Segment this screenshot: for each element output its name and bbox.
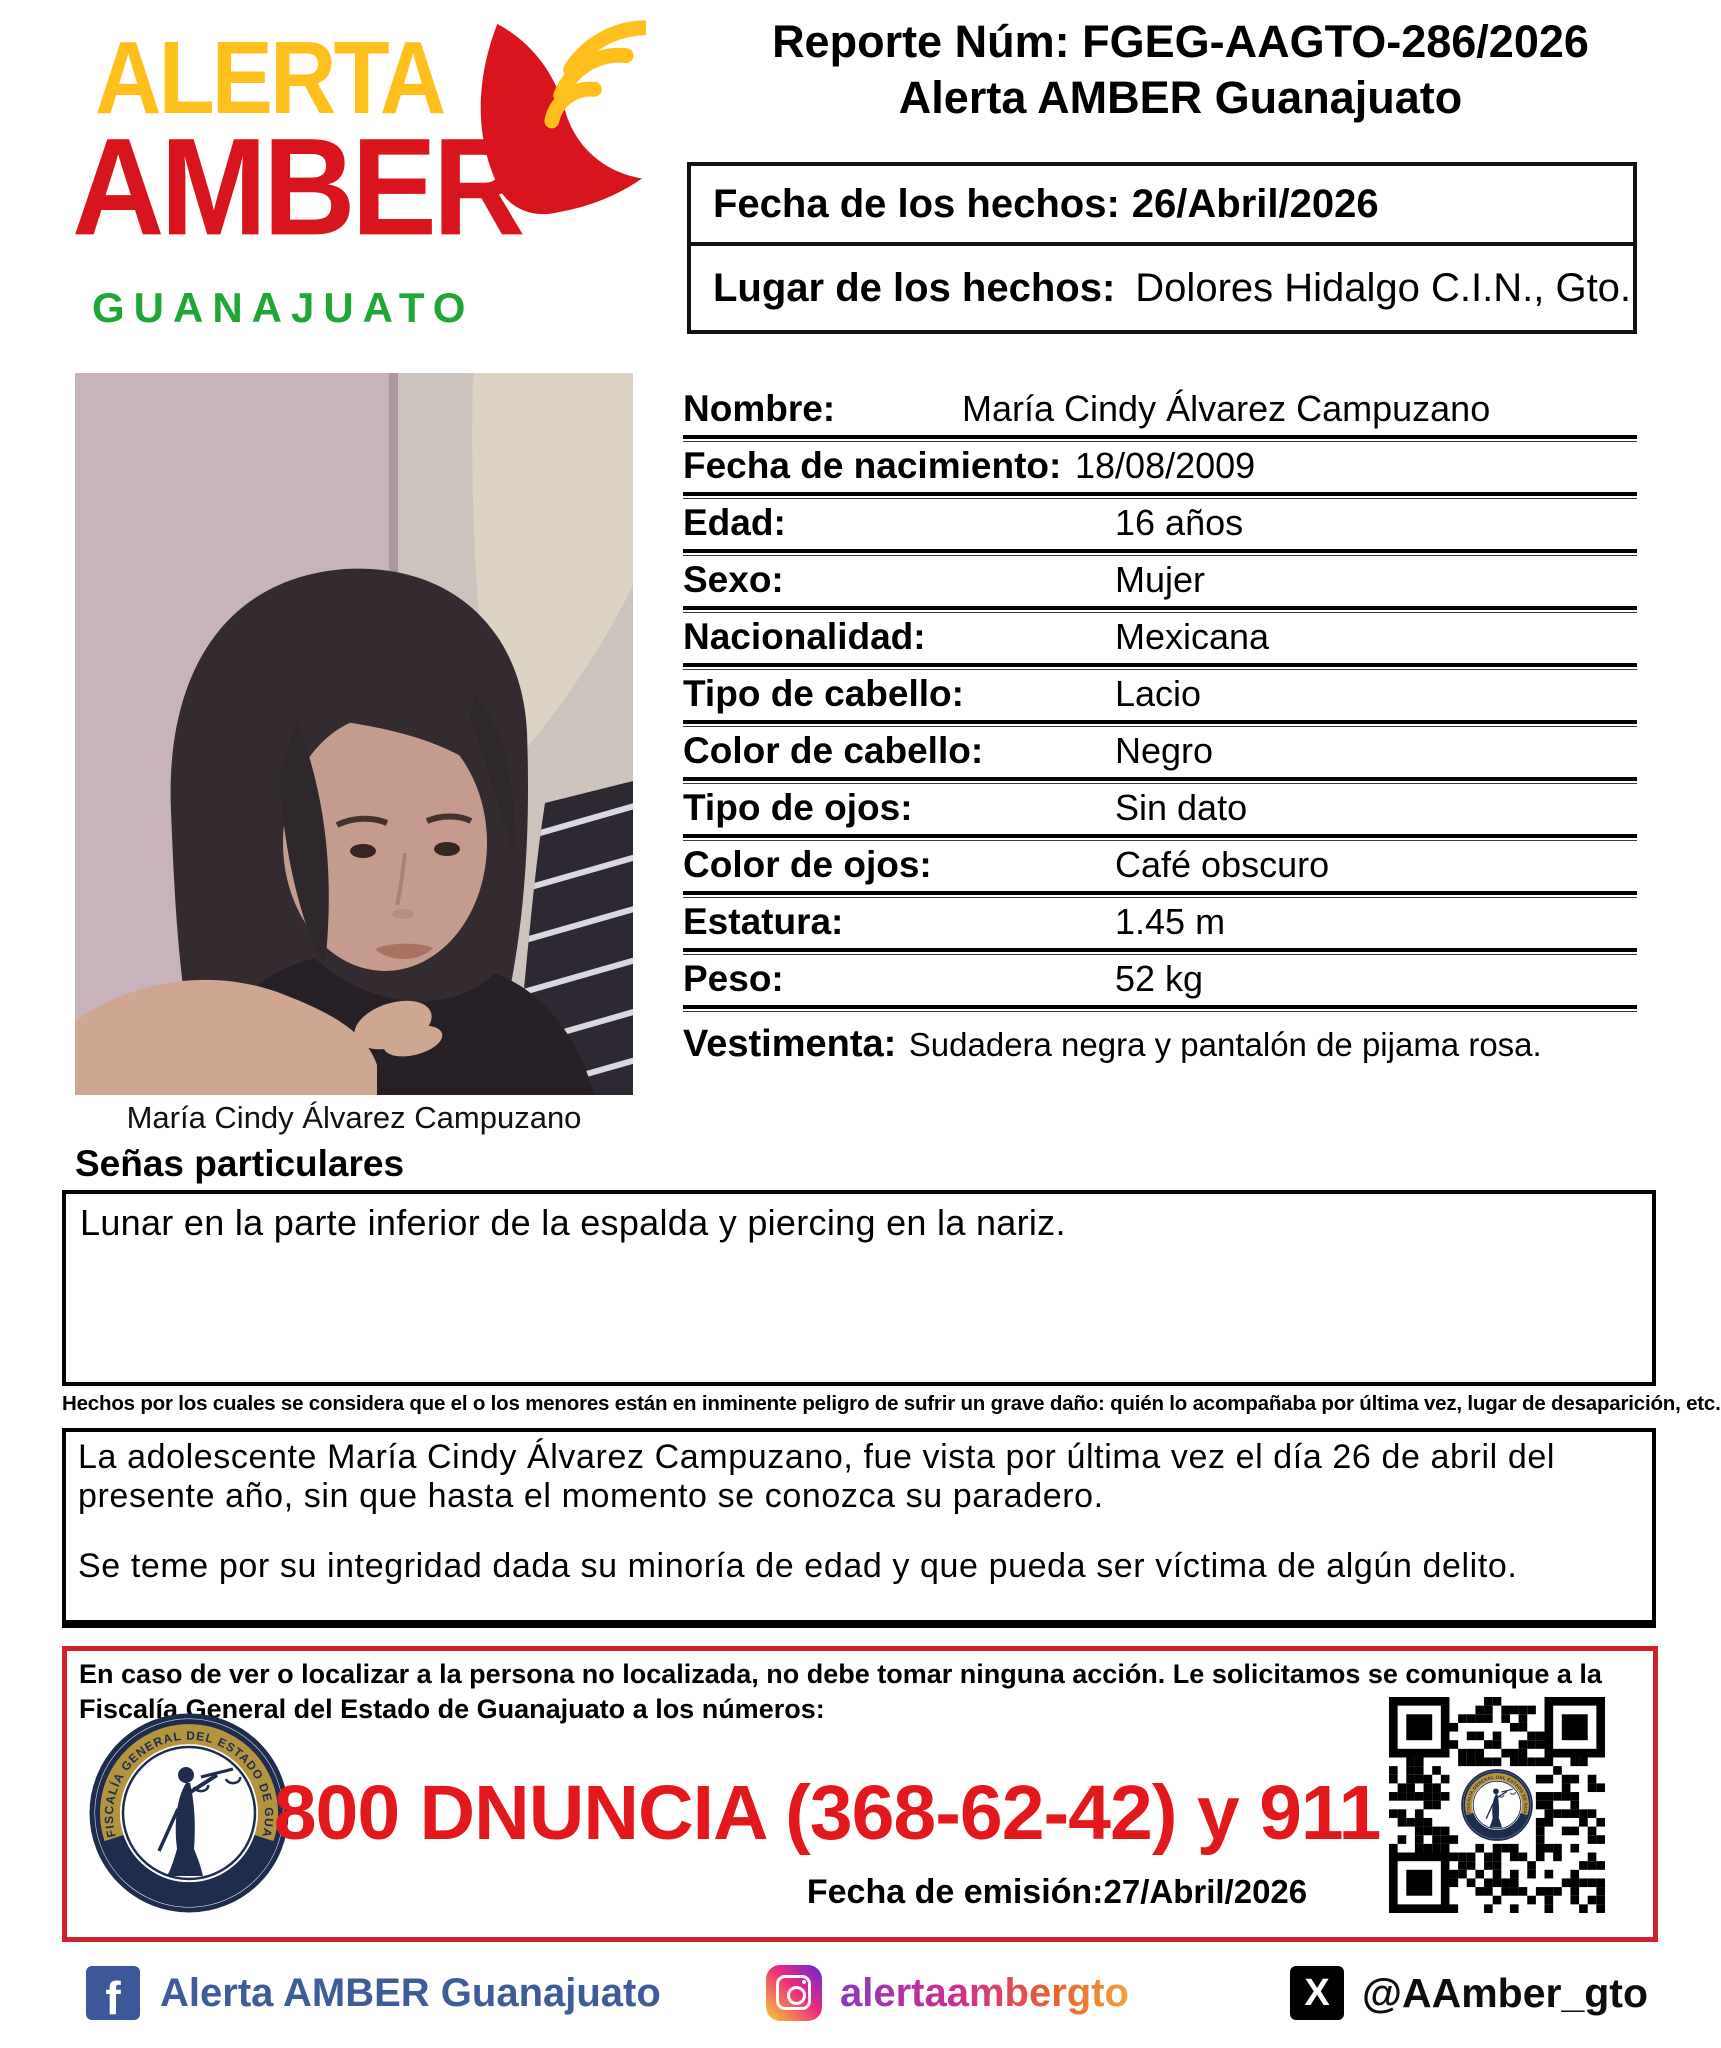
senas-heading: Señas particulares xyxy=(75,1143,405,1184)
facebook-handle[interactable]: Alerta AMBER Guanajuato xyxy=(160,1970,661,2015)
lugar-hechos-label: Lugar de los hechos: xyxy=(713,266,1116,310)
logo-word-guanajuato: GUANAJUATO xyxy=(92,284,475,331)
fecha-emision xyxy=(707,1873,1407,1912)
instagram-handle[interactable]: alertaambergto xyxy=(840,1970,1129,2015)
alerta-amber-logo xyxy=(0,0,660,345)
instagram-link[interactable] xyxy=(766,1962,1129,2024)
field-label: Vestimenta: xyxy=(683,1023,897,1065)
x-link[interactable] xyxy=(1290,1962,1648,2024)
field-value: 16 años xyxy=(1115,502,1244,543)
field-label: Sexo: xyxy=(683,559,784,600)
field-row-estatura xyxy=(683,893,1637,950)
field-row-nacionalidad xyxy=(683,608,1637,665)
descripcion-box xyxy=(62,1428,1656,1628)
qr-center-seal xyxy=(1461,1769,1533,1841)
field-value: 18/08/2009 xyxy=(1075,445,1256,486)
field-row-color-ojos xyxy=(683,836,1637,893)
field-value: Mujer xyxy=(1115,559,1206,600)
facebook-icon[interactable]: f xyxy=(86,1966,140,2020)
field-row-sexo xyxy=(683,551,1637,608)
senas-box xyxy=(62,1190,1656,1386)
missing-person-photo xyxy=(75,373,633,1095)
fecha-hechos-value: 26/Abril/2026 xyxy=(1131,182,1379,226)
fecha-emision-value: 27/Abril/2026 xyxy=(1103,1873,1308,1910)
facebook-link[interactable] xyxy=(86,1962,661,2024)
field-row-tipo-ojos xyxy=(683,779,1637,836)
field-label: Fecha de nacimiento: xyxy=(683,445,1062,486)
x-icon[interactable]: X xyxy=(1290,1966,1344,2020)
field-value: Lacio xyxy=(1115,673,1202,714)
descripcion-p1: La adolescente María Cindy Álvarez Campuzano, fue vista por última vez el día 26 de abril del presente año, sin que hasta el momento se conozca su paradero. xyxy=(78,1438,1556,1516)
phone-numbers: 800 DNUNCIA (368-62-42) y 911 xyxy=(273,1770,1381,1856)
field-value: Café obscuro xyxy=(1115,844,1330,885)
field-label: Color de ojos: xyxy=(683,844,932,885)
field-label: Nombre: xyxy=(683,388,836,429)
field-value: Negro xyxy=(1115,730,1214,771)
hechos-note: Hechos por los cuales se considera que el o los menores están en inminente peligro de sufrir un grave daño: quién lo acompañaba por última vez, lugar de desaparición, etc. xyxy=(62,1392,1721,1415)
field-value: Mexicana xyxy=(1115,616,1270,657)
senas-text: Lunar en la parte inferior de la espalda y piercing en la nariz. xyxy=(80,1202,1066,1243)
fecha-emision-label: Fecha de emisión: xyxy=(806,1873,1104,1911)
field-row-peso xyxy=(683,950,1637,1007)
qr-code xyxy=(1389,1697,1605,1913)
field-value: María Cindy Álvarez Campuzano xyxy=(962,388,1491,429)
descripcion-p2: Se teme por su integridad dada su minoría de edad y que pueda ser víctima de algún delito. xyxy=(78,1546,1518,1585)
field-label: Peso: xyxy=(683,958,784,999)
contact-box xyxy=(62,1646,1658,1942)
fge-seal xyxy=(89,1713,289,1913)
field-value: Sin dato xyxy=(1115,787,1248,828)
report-number: Reporte Núm: FGEG-AAGTO-286/2026 xyxy=(772,16,1589,67)
page-title: Alerta AMBER Guanajuato xyxy=(898,72,1463,123)
field-row-vestimenta xyxy=(683,1014,1683,1082)
lugar-hechos-box xyxy=(687,242,1637,334)
field-value: Sudadera negra y pantalón de pijama rosa. xyxy=(908,1026,1542,1063)
photo-caption: María Cindy Álvarez Campuzano xyxy=(126,1100,582,1135)
field-row-edad xyxy=(683,494,1637,551)
field-value: 52 kg xyxy=(1115,958,1204,999)
field-label: Color de cabello: xyxy=(683,730,984,771)
field-row-color-cabello xyxy=(683,722,1637,779)
field-label: Nacionalidad: xyxy=(683,616,926,657)
field-label: Edad: xyxy=(683,502,786,543)
field-label: Tipo de cabello: xyxy=(683,673,964,714)
logo-word-amber: AMBER xyxy=(72,110,522,265)
instagram-icon[interactable] xyxy=(766,1965,822,2021)
field-label: Tipo de ojos: xyxy=(683,787,913,828)
instagram-camera-glyph xyxy=(776,1975,811,2010)
field-label: Estatura: xyxy=(683,901,844,942)
x-handle[interactable]: @AAmber_gto xyxy=(1362,1969,1648,2016)
field-value: 1.45 m xyxy=(1115,901,1226,942)
field-row-tipo-cabello xyxy=(683,665,1637,722)
contact-aviso: En caso de ver o localizar a la persona no localizada, no debe tomar ninguna acción. Le solicitamos se comunique a la Fiscalía General del Estado de Guanajuato a los números: xyxy=(79,1659,1602,1725)
fecha-hechos-label: Fecha de los hechos: xyxy=(713,182,1120,226)
field-row-fecha-nacimiento xyxy=(683,437,1637,494)
logo-word-alerta: ALERTA xyxy=(95,21,444,136)
fecha-hechos-box xyxy=(687,162,1637,246)
lugar-hechos-value: Dolores Hidalgo C.I.N., Gto. xyxy=(1135,266,1632,310)
field-row-nombre xyxy=(683,380,1637,437)
